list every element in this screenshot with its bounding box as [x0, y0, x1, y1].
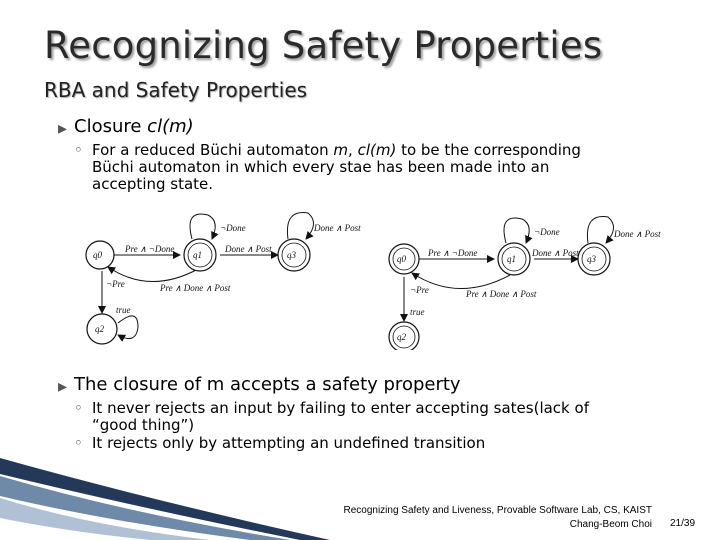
bullet-arrow-icon: ▸: [58, 376, 68, 397]
edge-label-q0-q1: Pre ∧ ¬Done: [125, 244, 175, 254]
definition-clm: cl(m): [357, 141, 397, 159]
edge-label-q2-loop: true: [410, 307, 425, 317]
detail-never-rejects: It never rejects an input by failing to enter accepting sates(lack of: [92, 399, 589, 417]
definition-text: For a reduced Büchi automaton: [92, 141, 334, 159]
edge-label-q2-loop: true: [116, 305, 131, 315]
loop-q2: [118, 316, 138, 339]
state-label-q3: q3: [287, 250, 296, 260]
edge-label-q1-q0: Pre ∧ Done ∧ Post: [466, 289, 537, 299]
footer-line1: Recognizing Safety and Liveness, Provable Software Lab, CS, KAIST: [343, 505, 652, 516]
bullet-closure-label: Closure: [74, 116, 148, 137]
edge-label-q1-loop: ¬Done: [220, 223, 246, 233]
sub-bullet-icon: ◦: [74, 434, 83, 452]
page-number: 21/39: [670, 518, 696, 529]
state-label-q2: q2: [397, 332, 406, 342]
edge-label-q0-q2: ¬Pre: [410, 285, 429, 295]
state-label-q0: q0: [397, 254, 406, 264]
edge-label-q3-loop: Done ∧ Post: [614, 229, 661, 239]
state-label-q1: q1: [507, 254, 516, 264]
loop-q1: [190, 214, 215, 239]
footer-credit: [343, 504, 652, 532]
edge-label-q1-q0: Pre ∧ Done ∧ Post: [160, 283, 231, 293]
footer-line2: Chang-Beom Choi: [569, 519, 652, 530]
edge-label-q3-loop: Done ∧ Post: [314, 223, 361, 233]
edge-label-q1-loop: ¬Done: [534, 227, 560, 237]
edge-label-q1-q3: Done ∧ Post: [225, 244, 272, 254]
detail-good-thing: “good thing”): [92, 416, 195, 434]
sub-bullet-icon: ◦: [74, 399, 83, 417]
slide-subtitle: RBA and Safety Properties: [44, 78, 308, 102]
state-label-q2: q2: [95, 324, 104, 334]
detail-undefined-transition: It rejects only by attempting an undefined transition: [92, 434, 486, 452]
loop-q1: [504, 218, 529, 243]
sub-bullet-icon: ◦: [74, 141, 83, 159]
edge-label-q0-q1: Pre ∧ ¬Done: [428, 248, 478, 258]
bullet-closure-safety: The closure of m accepts a safety property: [74, 374, 461, 395]
loop-q3: [287, 213, 313, 239]
definition-m: m: [333, 141, 349, 159]
closure-definition: [74, 142, 674, 193]
automaton-diagram-left: [80, 205, 370, 350]
automaton-diagram-right: [382, 205, 702, 350]
bullet-arrow-icon: ▸: [58, 118, 68, 139]
definition-line2: Büchi automaton in which every stae has been made into an: [92, 158, 550, 176]
bullet-closure: [74, 116, 194, 137]
state-label-q0: q0: [93, 250, 102, 260]
definition-line3: accepting state.: [92, 175, 214, 193]
edge-label-q1-q3: Done ∧ Post: [532, 248, 579, 258]
bullet-closure-term: cl(m): [147, 116, 194, 137]
edge-label-q0-q2: ¬Pre: [106, 279, 125, 289]
loop-q3: [587, 217, 613, 243]
definition-text-end: to be the corresponding: [396, 141, 581, 159]
state-label-q1: q1: [193, 250, 202, 260]
state-label-q3: q3: [587, 254, 596, 264]
definition-comma: ,: [348, 141, 358, 159]
slide-title: Recognizing Safety Properties: [44, 24, 603, 67]
